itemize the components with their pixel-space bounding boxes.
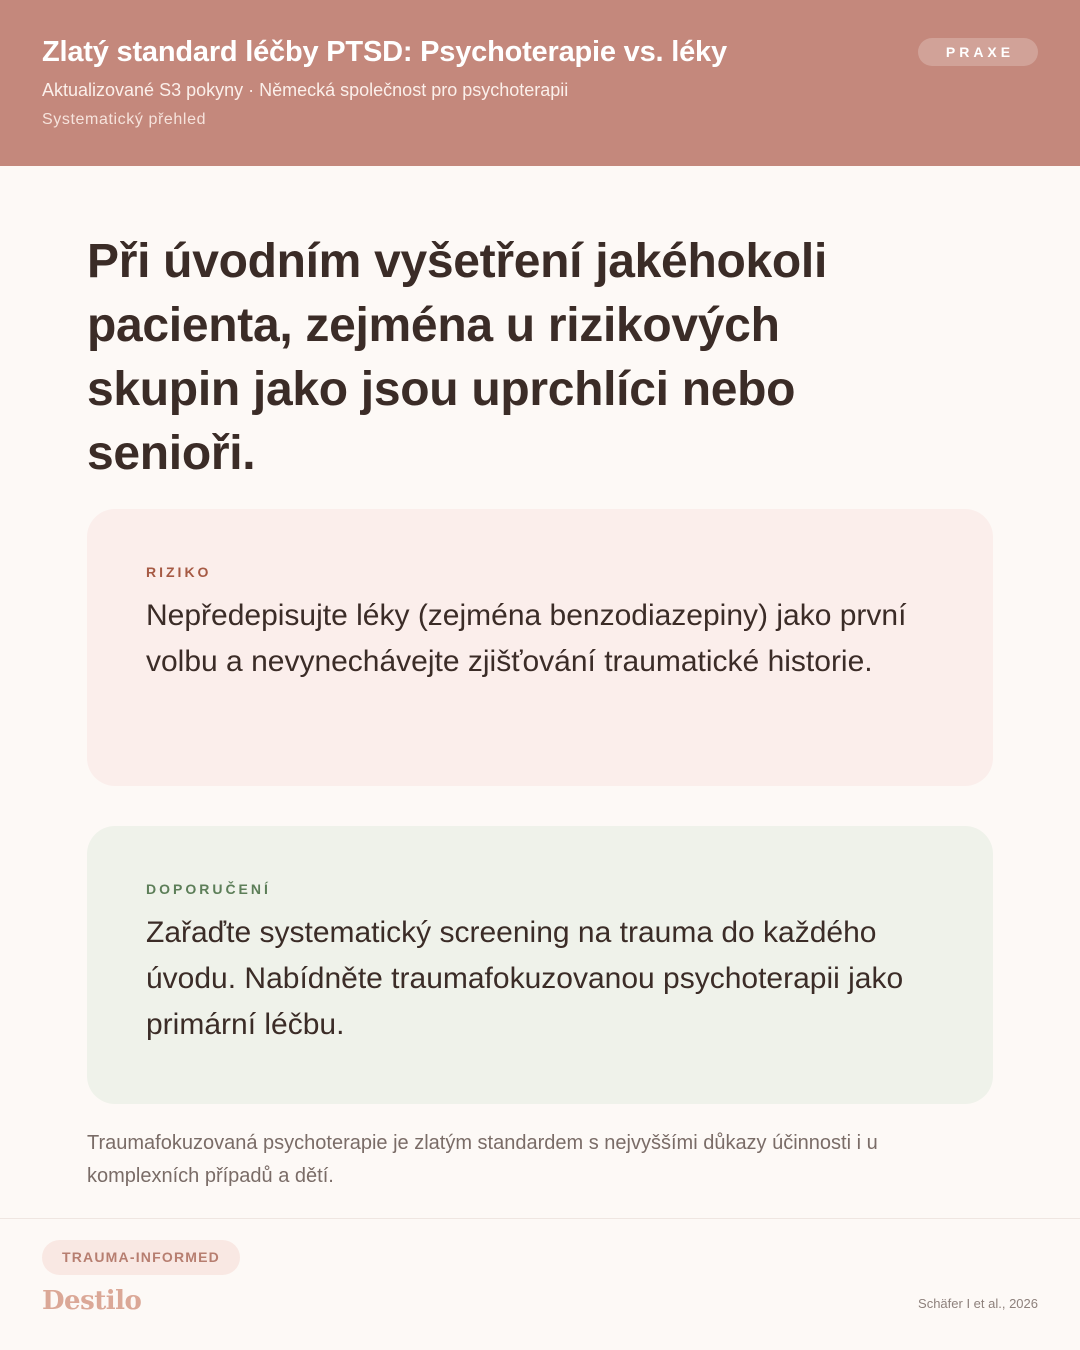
footer-divider [0,1218,1080,1219]
recommendation-text: Zařaďte systematický screening na trauma do každého úvodu. Nabídněte traumafokuzovanou psychoterapii jako primární léčbu. [146,916,904,1041]
citation: Schäfer I et al., 2026 [918,1296,1038,1311]
headline: Při úvodním vyšetření jakéhokoli pacienta, zejména u rizikových skupin jako jsou uprchlíci nebo senioři. [87,235,827,480]
page-title: Zlatý standard léčby PTSD: Psychoterapie vs. léky [42,36,727,68]
risk-label: RIZIKO [146,564,212,580]
risk-card [87,509,993,786]
brand-logo: Destilo [42,1286,142,1316]
risk-text: Nepředepisujte léky (zejména benzodiazepiny) jako první volbu a nevynechávejte zjišťování traumatické historie. [146,599,907,678]
header-banner [0,0,1080,166]
recommendation-label: DOPORUČENÍ [146,881,271,897]
article-type: Systematický přehled [42,111,207,128]
page-subtitle: Aktualizované S3 pokyny · Německá společnost pro psychoterapii [42,80,569,100]
recommendation-card [87,826,993,1104]
topic-tag: TRAUMA-INFORMED [42,1240,240,1275]
category-badge: PRAXE [918,38,1038,66]
footnote: Traumafokuzovaná psychoterapie je zlatým standardem s nejvyššími důkazy účinnosti i u komplexních případů a dětí. [87,1132,878,1187]
